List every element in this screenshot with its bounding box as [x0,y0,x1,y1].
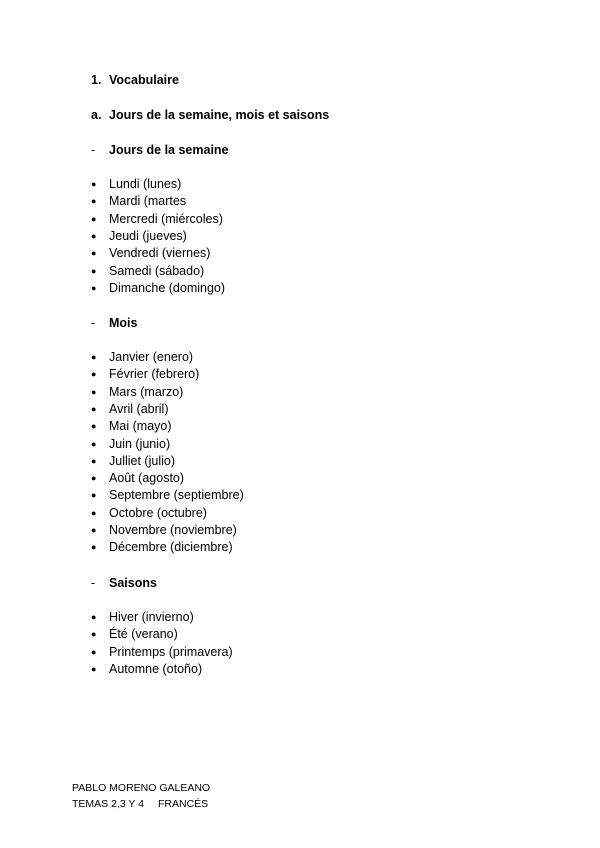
list-item [91,280,225,296]
dash-marker: - [91,576,96,590]
list-item-text: Été (verano) [109,627,178,642]
list-item [91,609,194,625]
list-item-text: Août (agosto) [109,471,185,486]
bullet-icon: ● [91,369,97,380]
list-item-text: Mars (marzo) [109,384,184,399]
list-item [91,436,170,452]
list-item [91,211,223,227]
bullet-icon: ● [91,179,97,189]
bullet-icon: ● [91,507,97,518]
heading-number: 1. [91,73,102,87]
list-item [91,263,204,279]
list-item [91,453,175,469]
bullet-icon: ● [91,230,97,241]
list-item-text: Automne (otoño) [109,661,203,676]
list-item-text: Jeudi (jueves) [109,228,187,243]
list-item [91,644,233,660]
list-item-text: Février (febrero) [109,367,200,382]
bullet-icon: ● [91,438,97,449]
list-item-text: Julliet (julio) [109,453,175,468]
bullet-icon: ● [91,612,97,622]
footer-author: PABLO MORENO GALEANO [72,782,211,794]
bullet-icon: ● [91,490,97,501]
list-item [91,539,233,555]
bullet-icon: ● [91,265,97,276]
list-item [91,366,199,382]
list-item [91,418,172,434]
list-item [91,245,210,261]
list-item-text: Septembre (septiembre) [109,488,244,503]
list-item-text: Novembre (noviembre) [109,523,237,537]
heading-vocabulaire [91,72,179,88]
bullet-icon: ● [91,352,97,362]
subheading-text: Jours de la semaine [109,143,229,157]
bullet-icon: ● [91,421,97,432]
dash-marker: - [91,143,96,157]
list-item-text: Juin (junio) [109,436,171,451]
bullet-icon: ● [91,386,97,397]
bullet-icon: ● [91,542,97,553]
bullet-icon: ● [91,213,97,224]
bullet-icon: ● [91,196,97,207]
heading-jours-mois-saisons [91,107,329,123]
bullet-icon: ● [91,248,97,259]
list-item [91,349,193,365]
bullet-icon: ● [91,473,97,484]
list-item [91,470,184,486]
list-item [91,228,187,244]
list-item [91,401,169,417]
subheading-saisons [91,575,157,591]
bullet-icon: ● [91,629,97,640]
bullet-icon: ● [91,282,97,293]
list-item-text: Dimanche (domingo) [109,280,226,295]
list-item-text: Mercredi (miércoles) [109,211,223,226]
list-item [91,522,237,538]
footer-topics-text: TEMAS 2,3 Y 4 [72,798,144,810]
list-item-text: Lundi (lunes) [109,177,182,191]
list-item-text: Vendredi (viernes) [109,246,211,261]
footer-topics [72,797,208,811]
list-item [91,505,207,521]
bullet-icon: ● [91,646,97,657]
subheading-jours [91,142,229,158]
bullet-icon: ● [91,455,97,466]
heading-letter: a. [91,108,102,122]
heading-text: Vocabulaire [109,73,179,87]
list-item-text: Avril (abril) [109,401,169,416]
bullet-icon: ● [91,663,97,674]
subheading-mois [91,315,137,331]
list-item [91,384,183,400]
bullet-icon: ● [91,403,97,414]
dash-marker: - [91,316,96,330]
list-item-text: Printemps (primavera) [109,644,233,659]
heading-text: Jours de la semaine, mois et saisons [109,108,330,122]
list-item [91,193,186,209]
list-item-text: Janvier (enero) [109,350,194,364]
subheading-text: Mois [109,316,138,330]
list-item [91,626,178,642]
list-item [91,176,181,192]
list-item-text: Mai (mayo) [109,419,172,434]
bullet-icon: ● [91,525,97,535]
list-item [91,661,202,677]
list-item-text: Samedi (sábado) [109,263,205,278]
list-item-text: Décembre (diciembre) [109,540,233,555]
list-item-text: Mardi (martes [109,194,187,209]
list-item [91,487,244,503]
list-item-text: Hiver (invierno) [109,610,194,624]
list-item-text: Octobre (octubre) [109,505,207,520]
subheading-text: Saisons [109,576,157,590]
footer-subject: FRANCÉS [157,798,209,810]
